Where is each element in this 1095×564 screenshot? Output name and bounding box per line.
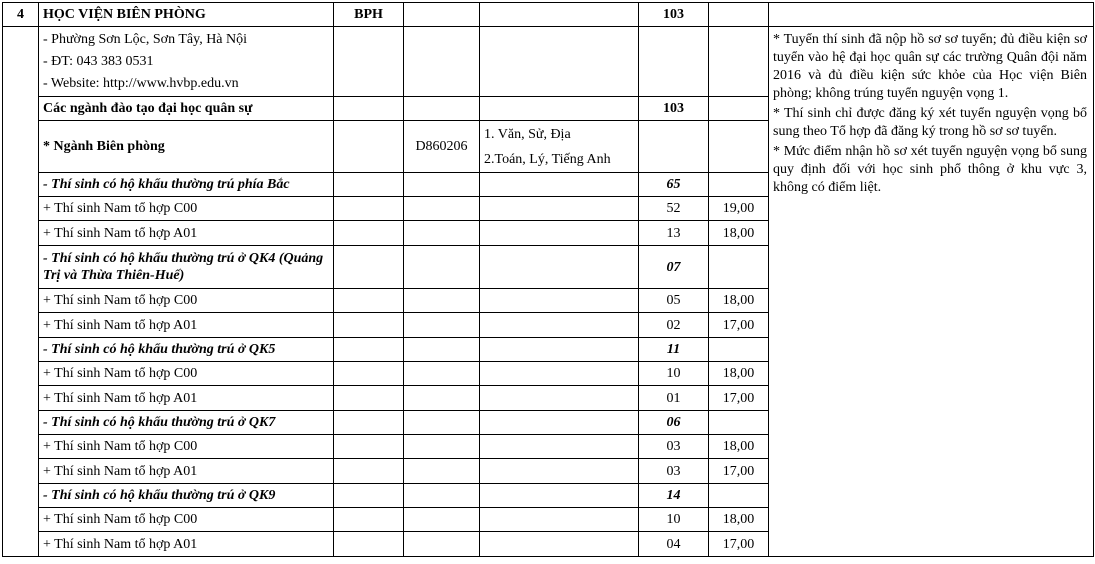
note-2: * Thí sinh chỉ được đăng ký xét tuyển nguyện vọng bổ sung theo Tổ hợp đã đăng ký trong hồ sơ sơ tuyển. [773,106,1087,139]
region-quota: 06 [639,411,709,435]
quota-row-quota: 52 [639,197,709,221]
notes-cell [769,27,1094,557]
school-number: 4 [3,3,39,27]
quota-row-label: + Thí sinh Nam tổ hợp A01 [39,386,334,411]
quota-row-label: + Thí sinh Nam tổ hợp A01 [39,221,334,246]
quota-row-quota: 02 [639,313,709,338]
school-code: BPH [334,3,404,27]
quota-row-score: 17,00 [709,313,769,338]
region-quota: 11 [639,338,709,362]
quota-row-quota: 13 [639,221,709,246]
quota-row-quota: 05 [639,289,709,313]
quota-row-score: 18,00 [709,435,769,459]
school-name: HỌC VIỆN BIÊN PHÒNG [39,3,334,27]
combo-1: 1. Văn, Sử, Địa [484,126,571,142]
admissions-table [2,2,1094,557]
phone-line: - ĐT: 043 383 0531 [43,53,154,69]
school-address-row [3,27,1094,97]
quota-row-label: + Thí sinh Nam tổ hợp C00 [39,289,334,313]
region-quota: 65 [639,173,709,197]
quota-row-label: + Thí sinh Nam tổ hợp A01 [39,313,334,338]
school-total: 103 [639,3,709,27]
region-label: - Thí sinh có hộ khẩu thường trú ở QK7 [39,411,334,435]
region-label: - Thí sinh có hộ khẩu thường trú ở QK9 [39,484,334,508]
school-address [39,27,334,97]
note-3: * Mức điểm nhận hồ sơ xét tuyển nguyện vọng bổ sung quy định đối với học sinh phổ thông ở khu vực 3, không có điểm liệt. [773,144,1087,195]
region-quota: 14 [639,484,709,508]
quota-row-score: 18,00 [709,508,769,532]
quota-row-score: 19,00 [709,197,769,221]
quota-row-label: + Thí sinh Nam tổ hợp A01 [39,459,334,484]
quota-row-quota: 04 [639,532,709,557]
quota-row-label: + Thí sinh Nam tổ hợp C00 [39,362,334,386]
major-combos [480,121,639,173]
quota-row-quota: 10 [639,508,709,532]
school-header-row [3,3,1094,27]
quota-row-score: 17,00 [709,532,769,557]
region-label: - Thí sinh có hộ khẩu thường trú phía Bắc [39,173,334,197]
major-code: D860206 [404,121,480,173]
region-label: - Thí sinh có hộ khẩu thường trú ở QK5 [39,338,334,362]
quota-row-label: + Thí sinh Nam tổ hợp C00 [39,197,334,221]
region-label: - Thí sinh có hộ khẩu thường trú ở QK4 (Quảng Trị và Thừa Thiên-Huế) [39,246,334,289]
quota-row-quota: 01 [639,386,709,411]
note-1: * Tuyển thí sinh đã nộp hồ sơ sơ tuyển; đủ điều kiện sơ tuyển vào hệ đại học quân sự các trường Quân đội năm 2016 và đủ điều kiện sức khỏe của Học viện Biên phòng; không trúng tuyển nguyện vọng 1. [773,32,1087,101]
major-label: * Ngành Biên phòng [39,121,334,173]
quota-row-label: + Thí sinh Nam tổ hợp C00 [39,435,334,459]
region-quota: 07 [639,246,709,289]
quota-row-score: 18,00 [709,362,769,386]
quota-row-score: 18,00 [709,289,769,313]
quota-row-label: + Thí sinh Nam tổ hợp A01 [39,532,334,557]
website-line: - Website: http://www.hvbp.edu.vn [43,75,239,91]
quota-row-score: 17,00 [709,386,769,411]
quota-row-quota: 10 [639,362,709,386]
combo-2: 2.Toán, Lý, Tiếng Anh [484,151,611,167]
quota-row-score: 18,00 [709,221,769,246]
quota-row-quota: 03 [639,435,709,459]
program-group-total: 103 [639,97,709,121]
quota-row-quota: 03 [639,459,709,484]
quota-row-label: + Thí sinh Nam tổ hợp C00 [39,508,334,532]
program-group-label: Các ngành đào tạo đại học quân sự [39,97,334,121]
address-line: - Phường Sơn Lộc, Sơn Tây, Hà Nội [43,31,248,47]
quota-row-score: 17,00 [709,459,769,484]
